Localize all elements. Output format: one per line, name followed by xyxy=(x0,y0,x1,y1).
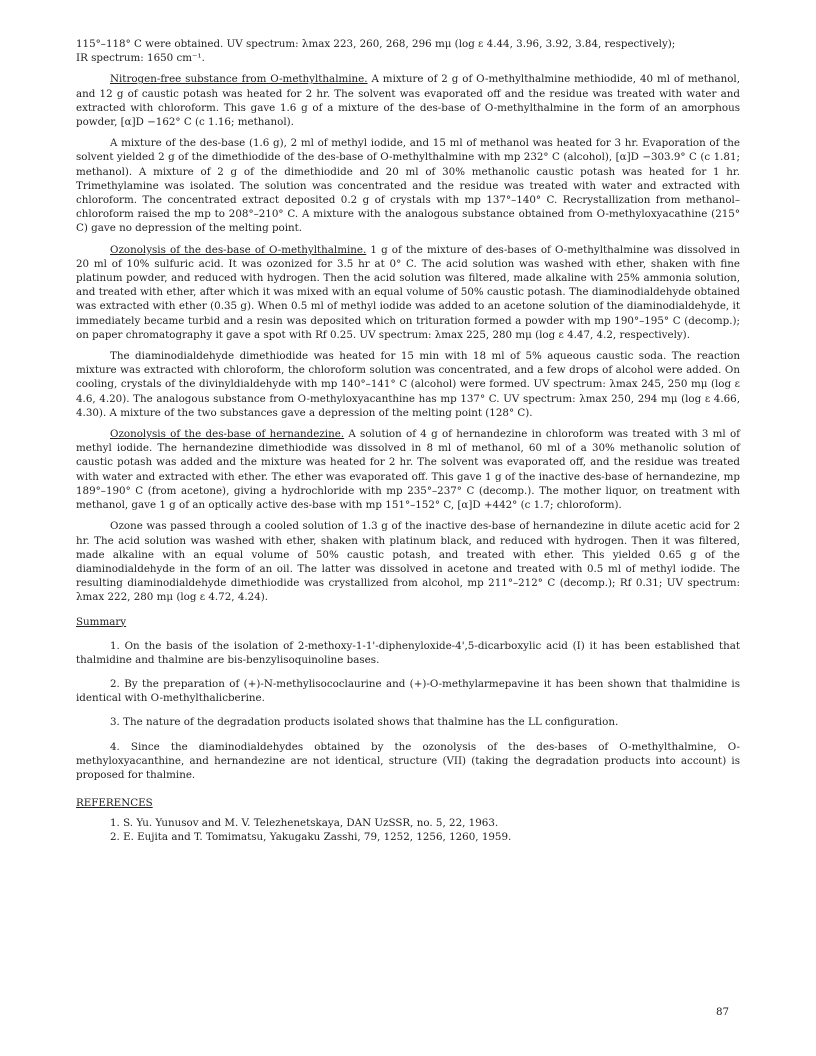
intro-block xyxy=(76,37,740,65)
summary-item xyxy=(76,677,740,705)
paragraph-divinyldialdehyde xyxy=(76,349,740,420)
paragraph-ozone-inactive-des-base xyxy=(76,519,740,604)
section-heading-ozonolysis-hernandezine: Ozonolysis of the des-base of hernandezine. xyxy=(110,428,345,441)
references-heading: REFERENCES xyxy=(76,797,153,810)
paragraph-text: A solution of 4 g of hernandezine in chloroform was treated with 3 ml of methyl iodide. The hernandezine dimethiodide was dissolved in 8 ml of methanol, 60 ml of a 30% methanolic solution of caustic potash was added and the mixture was heated for 2 hr. The solvent was evaporated off, and the residue was treated with water and extracted with ether. The ether was evaporated off. This gave 1 g of the inactive des-base of hernandezine, mp 189°–190° C (from acetone), giving a hydrochloride with mp 235°–237° C (decomp.). The mother liquor, on treatment with methanol, gave 1 g of an optically active des-base with mp 151°–152° C, [α]D +442° (c 1.7; chloroform). xyxy=(76,428,740,512)
summary-heading: Summary xyxy=(76,615,127,628)
summary-item-text: 1. On the basis of the isolation of 2-methoxy-1-1'-diphenyloxide-4',5-dicarboxylic acid (I) it has been established that thalmidine and thalmine are bis-benzylisoquinoline bases. xyxy=(76,639,740,666)
references-list xyxy=(76,816,740,844)
paragraph-ozonolysis-methylthalmine xyxy=(76,243,740,342)
reference-item: 1. S. Yu. Yunusov and M. V. Telezhenetskaya, DAN UzSSR, no. 5, 22, 1963. xyxy=(110,817,499,830)
summary-item xyxy=(76,715,740,729)
reference-item: 2. E. Eujita and T. Tomimatsu, Yakugaku Zasshi, 79, 1252, 1256, 1260, 1959. xyxy=(110,831,512,844)
section-heading-ozonolysis-methylthalmine: Ozonolysis of the des-base of O-methylthalmine. xyxy=(110,243,367,256)
paragraph-text: A mixture of the des-base (1.6 g), 2 ml of methyl iodide, and 15 ml of methanol was heated for 3 hr. Evaporation of the solvent yielded 2 g of the dimethiodide of the des-base of O-methylthalmine with mp 232° C (alcohol), [α]D −303.9° C (c 1.81; methanol). A mixture of 2 g of the dimethiodide and 20 ml of 30% methanolic caustic potash was heated for 1 hr. Trimethylamine was isolated. The solution was concentrated and the residue was treated with water and extracted with chloroform. The concentrated extract deposited 0.2 g of crystals with mp 137°–140° C. Recrystallization from methanol–chloroform raised the mp to 208°–210° C. A mixture with the analogous substance obtained from O-methyloxyacathine (215° C) gave no depression of the melting point. xyxy=(76,137,740,235)
paragraph-text: A mixture of 2 g of O-methylthalmine methiodide, 40 ml of methanol, and 12 g of caustic potash was heated for 2 hr. The solvent was evaporated off and the residue was treated with water and extracted with chloroform. This gave 1.6 g of a mixture of the des-base of O-methylthalmine in the form of an amorphous powder, [α]D −162° C (c 1.16; methanol). xyxy=(76,73,741,129)
summary-item-text: 4. Since the diaminodialdehydes obtained by the ozonolysis of the des-bases of O-methylthalmine, O-methyloxyacanthine, and hernandezine are not identical, structure (VII) (taking the degradation products into account) is proposed for thalmine. xyxy=(76,740,740,781)
summary-item-text: 2. By the preparation of (+)-N-methylisococlaurine and (+)-O-methylarmepavine it has been shown that thalmidine is identical with O-methylthalicberine. xyxy=(76,677,740,705)
paragraph-text: 1 g of the mixture of des-bases of O-methylthalmine was dissolved in 20 ml of 10% sulfuric acid. It was ozonized for 3.5 hr at 0° C. The acid solution was washed with ether, shaken with fine platinum powder, and reduced with hydrogen. Then the acid solution was filtered, made alkaline with 25% ammonia solution, and treated with ether, after which it was mixed with an equal volume of 50% caustic potash. The diaminodialdehyde obtained was extracted with ether (0.35 g). When 0.5 ml of methyl iodide was added to an acetone solution of the diaminodialdehyde, it immediately became turbid and a resin was deposited which on trituration formed a powder with mp 190°–195° C (decomp.); on paper chromatography it gave a spot with Rf 0.25. UV spectrum: λmax 225, 280 mμ (log ε 4.47, 4.2, respectively). xyxy=(76,243,741,341)
intro-line-1: 115°–118° C were obtained. UV spectrum: λmax 223, 260, 268, 296 mμ (log ε 4.44, 3.96, 3.92, 3.84, respectively); xyxy=(76,38,676,50)
page-number: 87 xyxy=(716,1006,730,1018)
summary-item-text: 3. The nature of the degradation products isolated shows that thalmine has the LL configuration. xyxy=(110,716,619,729)
intro-line-2: IR spectrum: 1650 cm⁻¹. xyxy=(76,52,205,65)
summary-item xyxy=(76,740,740,783)
summary-item xyxy=(76,639,740,667)
section-heading-nitrogen-free: Nitrogen-free substance from O-methylthalmine. xyxy=(110,73,368,86)
paragraph-ozonolysis-hernandezine xyxy=(76,427,740,512)
paragraph-dimethiodide xyxy=(76,136,740,235)
summary-list xyxy=(76,639,740,783)
article-body xyxy=(76,37,740,844)
paragraph-text: Ozone was passed through a cooled solution of 1.3 g of the inactive des-base of hernandezine in dilute acetic acid for 2 hr. The acid solution was washed with ether, shaken with platinum black, and reduced with hydrogen. Then it was filtered, made alkaline with an equal volume of 50% caustic potash, and treated with ether. This yielded 0.65 g of the diaminodialdehyde in the form of an oil. The latter was dissolved in acetone and treated with 0.5 ml of methyl iodide. The resulting diaminodialdehyde dimethiodide was crystallized from alcohol, mp 211°–212° C (decomp.); Rf 0.31; UV spectrum: λmax 222, 280 mμ (log ε 4.72, 4.24). xyxy=(76,520,740,604)
paragraph-text: The diaminodialdehyde dimethiodide was heated for 15 min with 18 ml of 5% aqueous caustic soda. The reaction mixture was extracted with chloroform, the chloroform solution was concentrated, and a few drops of alcohol were added. On cooling, crystals of the divinyldialdehyde with mp 140°–141° C (alcohol) were formed. UV spectrum: λmax 245, 250 mμ (log ε 4.6, 4.20). The analogous substance from O-methyloxyacanthine has mp 137° C. UV spectrum: λmax 250, 294 mμ (log ε 4.66, 4.30). A mixture of the two substances gave a depression of the melting point (128° C). xyxy=(76,350,740,419)
paragraph-nitrogen-free xyxy=(76,72,740,129)
